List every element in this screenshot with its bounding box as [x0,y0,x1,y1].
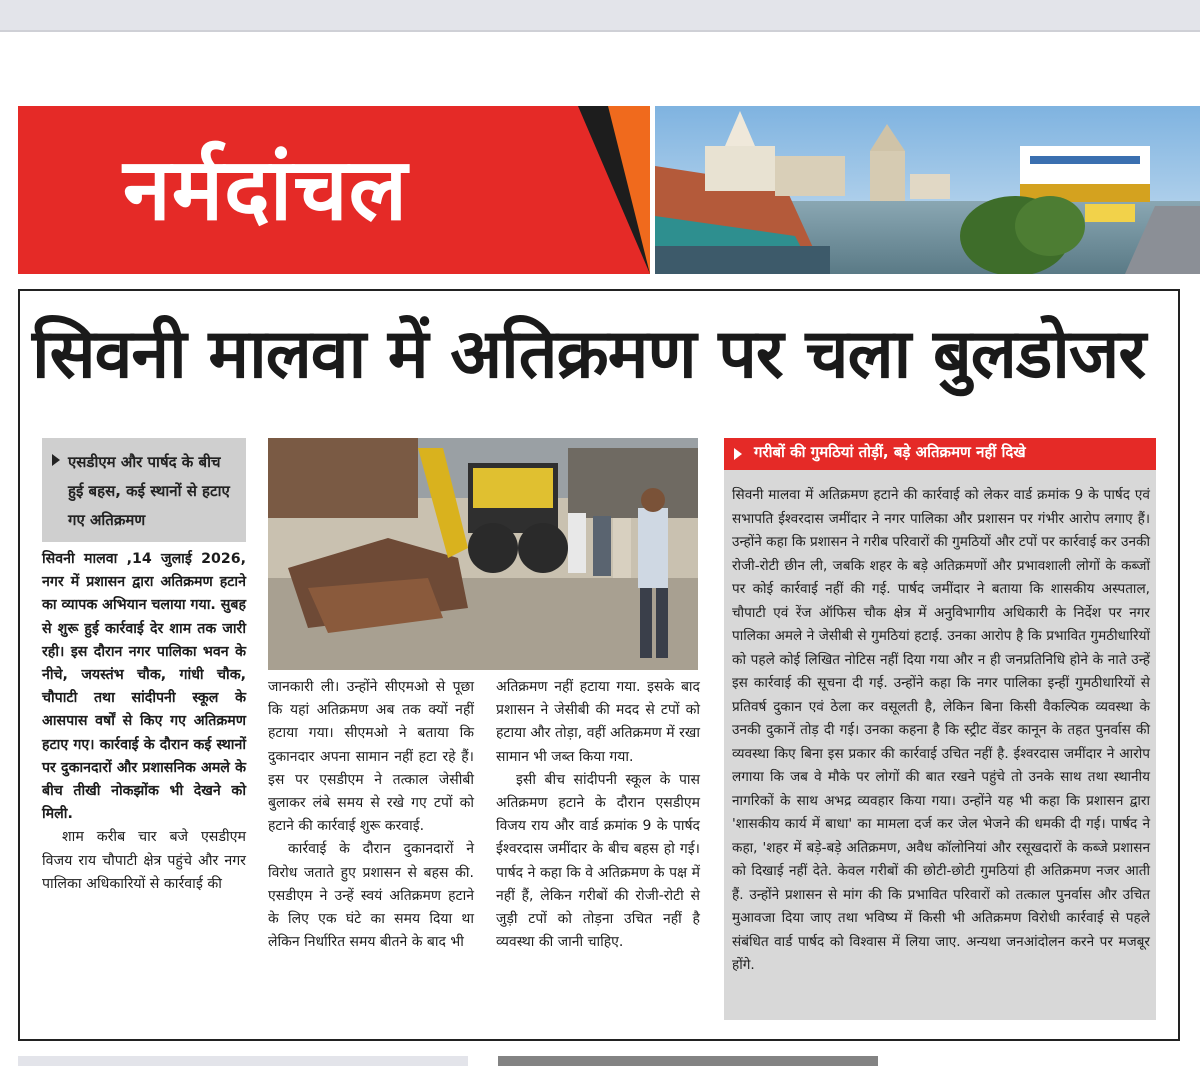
section-masthead [18,106,650,274]
subdeck-text: एसडीएम और पार्षद के बीच हुई बहस, कई स्थानों से हटाए गए अतिक्रमण [68,453,230,529]
article-column-mid-1 [268,676,474,954]
sidebar-heading-bar [724,438,1156,470]
column-left-paragraph-1: सिवनी मालवा ,14 जुलाई 2026, नगर में प्रशासन द्वारा अतिक्रमण हटाने का व्यापक अभियान चलाया गया. सुबह से शुरू हुई कार्रवाई देर शाम तक जारी रही। इस दौरान नगर पालिका भवन के नीचे, जयस्तंभ चौक, गांधी चौक, चौपाटी तथा सांदीपनी स्कूल के आसपास वर्षों से किए गए अतिक्रमण हटाए गए। कार्रवाई के दौरान कई स्थानों पर दुकानदारों और प्रशासनिक अमले के बीच तीखी नोकझोंक भी देखने को मिली. [42,551,246,823]
column-mid1-paragraph-2: कार्रवाई के दौरान दुकानदारों ने विरोध जताते हुए प्रशासन से बहस की. एसडीएम ने उन्हें स्वयं अतिक्रमण हटाने के लिए एक घंटे का समय दिया था लेकिन निर्धारित समय बीतने के बाद भी [268,841,474,951]
ghat-temple-boat-photo [655,106,1200,274]
jcb-demolition-photo [268,438,698,670]
triangle-bullet-icon [734,448,742,460]
top-divider [0,30,1200,32]
sidebar-heading: गरीबों की गुमठियां तोड़ीं, बड़े अतिक्रमण नहीं दिखे [754,443,1026,461]
triangle-bullet-icon [52,454,60,466]
next-headline-cut-off [498,1056,878,1066]
article-headline: सिवनी मालवा में अतिक्रमण पर चला बुलडोजर [32,315,1146,394]
article-subdeck [42,438,246,542]
sidebar-body [732,484,1150,978]
article-column-left [42,548,246,896]
sidebar-paragraph: सिवनी मालवा में अतिक्रमण हटाने की कार्रवाई को लेकर वार्ड क्रमांक 9 के पार्षद एवं सभापति ईश्वरदास जमींदार ने नगर पालिका और प्रशासन पर गंभीर आरोप लगाए हैं। उन्होंने कहा कि प्रशासन ने गरीब परिवारों की गुमठियों और टपों पर कार्रवाई कर उनकी रोजी-रोटी छीन ली, जबकि शहर के बड़े अतिक्रमणों और प्रभावशाली लोगों के कब्जों पर कोई कार्रवाई नहीं की गई. पार्षद जमींदार ने बताया कि शासकीय अस्पताल, चौपाटी एवं रेंज ऑफिस चौक क्षेत्र में अनुविभागीय अधिकारी के निर्देश पर नगर पालिका अमले ने जेसीबी से गुमठियां हटाई. उनका आरोप है कि प्रभावित गुमठीधारियों को पहले कोई लिखित नोटिस नहीं दिया गया और न ही जनप्रतिनिधि होने के नाते उन्हें इस कार्रवाई की सूचना दी गई. उन्होंने कहा कि नगर पालिका इन्हीं गुमठीधारियों से प्रतिवर्ष दुकान एवं ठेला कर वसूलती है, लेकिन बिना किसी वैकल्पिक व्यवस्था के उनकी दुकानें तोड़ दी गई। उनका कहना है कि स्ट्रीट वेंडर कानून के तहत पुनर्वास की व्यवस्था किए बिना इस प्रकार की कार्रवाई उचित नहीं है. ईश्वरदास जमींदार ने आरोप लगाया कि जब वे मौके पर लोगों की बात रखने पहुंचे तो उनके साथ तथा स्थानीय नागरिकों के साथ अभद्र व्यवहार किया गया। उन्होंने यह भी कहा कि प्रशासन द्वारा 'शासकीय कार्य में बाधा' का मामला दर्ज कर जेल भेजने की धमकी दी गई। पार्षद ने कहा, 'शहर में बड़े-बड़े अतिक्रमण, अवैध कॉलोनियां और रसूखदारों के कब्जे प्रशासन को दिखाई नहीं देते. केवल गरीबों की छोटी-छोटी गुमठियां ही अतिक्रमण नजर आती हैं. उन्होंने प्रशासन से मांग की कि प्रभावित परिवारों को तत्काल पुनर्वास और उचित मुआवजा दिया जाए तथा भविष्य में किसी भी अतिक्रमण विरोधी कार्रवाई से पहले संबंधित वार्ड पार्षद को विश्वास में लिया जाए. अन्यथा जनआंदोलन करने पर मजबूर होंगे. [732,487,1150,973]
masthead-triangle-graphic [578,106,650,274]
column-mid2-paragraph-1: अतिक्रमण नहीं हटाया गया. इसके बाद प्रशासन ने जेसीबी की मदद से टपों को हटाया और तोड़ा, वहीं अतिक्रमण में रखा सामान भी जब्त किया गया. [496,679,700,765]
column-left-paragraph-2: शाम करीब चार बजे एसडीएम विजय राय चौपाटी क्षेत्र पहुंचे और नगर पालिका अधिकारियों से कार्रवाई की [42,829,246,892]
column-mid1-paragraph-1: जानकारी ली। उन्होंने सीएमओ से पूछा कि यहां अतिक्रमण अब तक क्यों नहीं हटाया गया। सीएमओ ने बताया कि दुकानदार अपना सामान नहीं हटा रहे हैं। इस पर एसडीएम ने तत्काल जेसीबी बुलाकर लंबे समय से रखे गए टपों को हटाने की कार्रवाई शुरू करवाई. [268,679,474,835]
top-gray-band [0,0,1200,30]
column-mid2-paragraph-2: इसी बीच सांदीपनी स्कूल के पास अतिक्रमण हटाने के दौरान एसडीएम विजय राय और वार्ड क्रमांक 9 के पार्षद ईश्वरदास जमींदार के बीच बहस हो गई। पार्षद ने कहा कि वे अतिक्रमण के पक्ष में नहीं हैं, लेकिन गरीबों की रोजी-रोटी से जुड़ी टपों को तोड़ना उचित नहीं है व्यवस्था की जानी चाहिए. [496,771,700,951]
bottom-gray-band [18,1056,468,1066]
section-title: नर्मदांचल [123,140,409,240]
article-column-mid-2 [496,676,700,954]
